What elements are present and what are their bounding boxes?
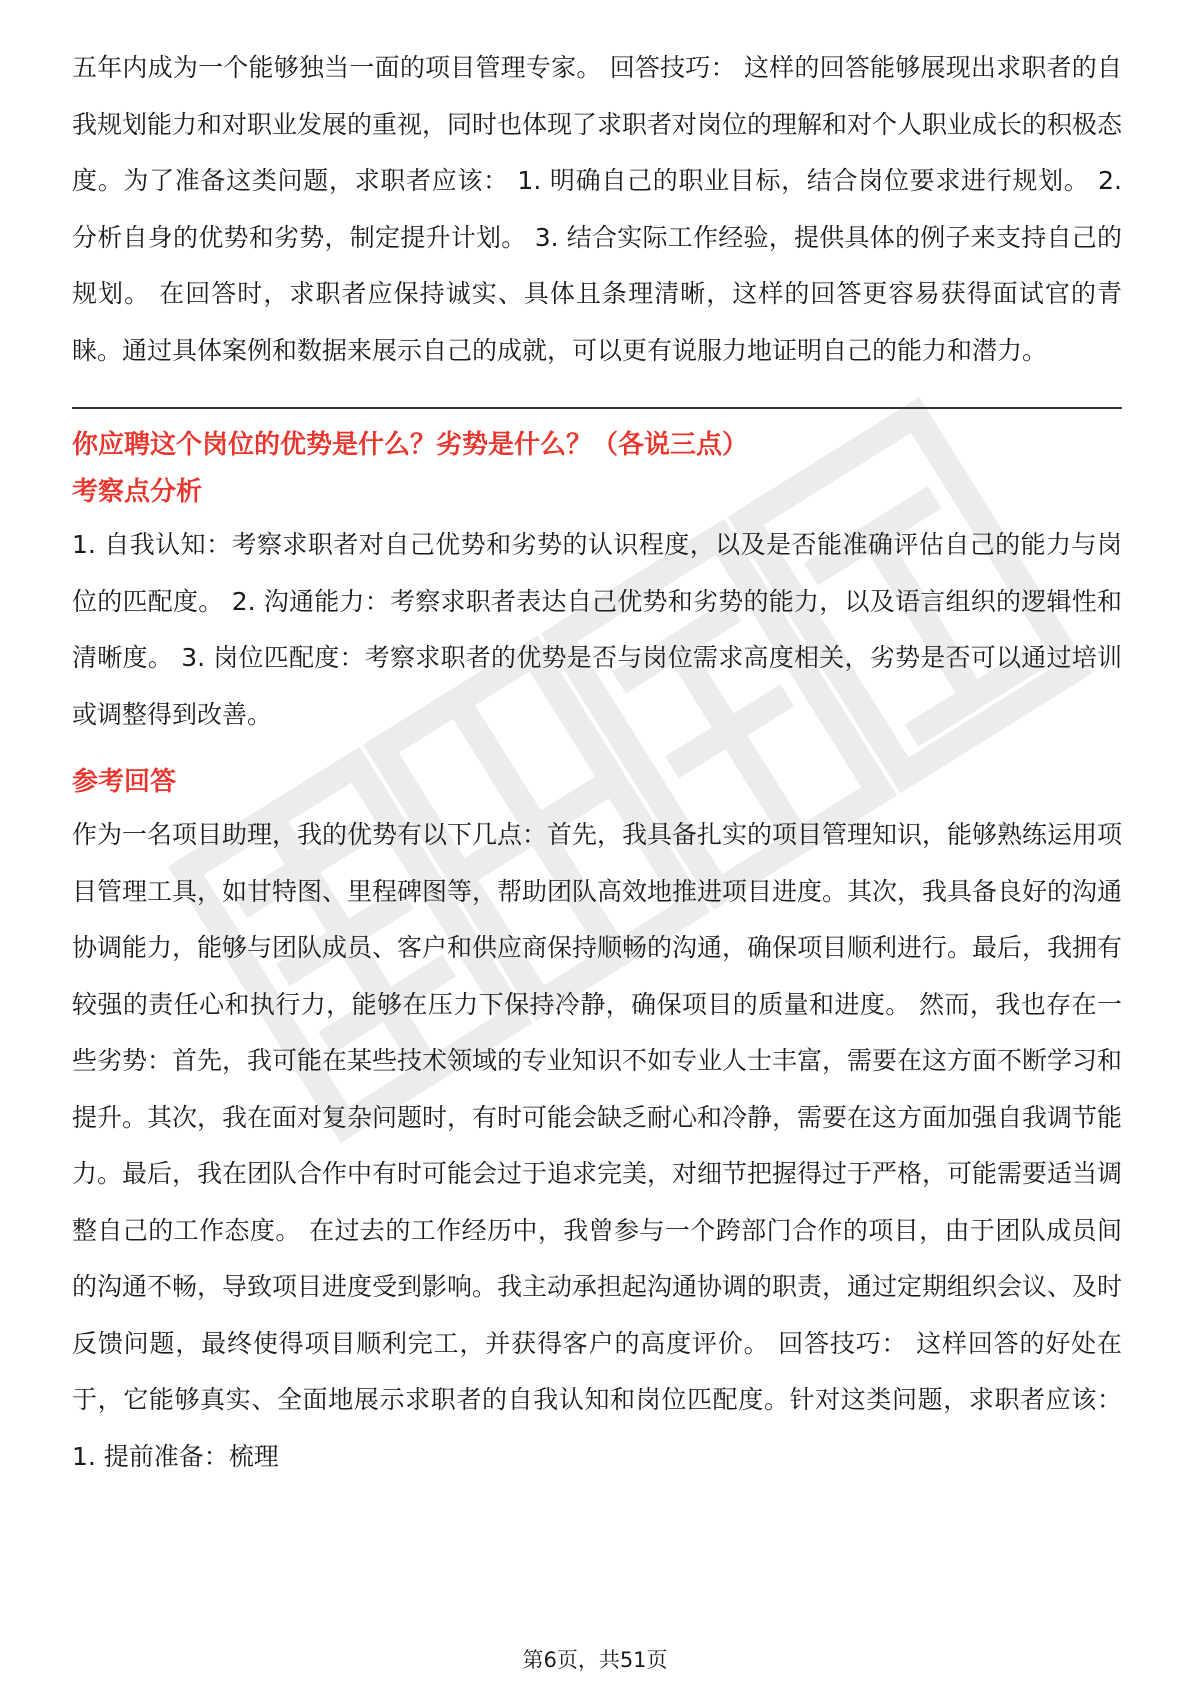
analysis-title: 考察点分析 [72, 477, 203, 507]
page-footer: 第6页，共51页 [522, 1648, 668, 1672]
intro-paragraph: 五年内成为一个能够独当一面的项目管理专家。 回答技巧： 这样的回答能够展现出求职者的自我规划能力和对职业发展的重视，同时也体现了求职者对岗位的理解和对个人职业成长的积极态度。为了准备这类问题，求职者应该： 1. 明确自己的职业目标，结合岗位要求进行规划。 2. 分析自身的优势和劣势，制定提升计划。 3. 结合实际工作经验，提供具体的例子来支持自己的规划。 在回答时，求职者应保持诚实、具体且条理清晰，这样的回答更容易获得面试官的青睐。通过具体案例和数据来展示自己的成就，可以更有说服力地证明自己的能力和潜力。 [72, 53, 1123, 365]
page-content [72, 40, 1122, 1485]
analysis-body: 1. 自我认知：考察求职者对自己优势和劣势的认识程度，以及是否能准确评估自己的能力与岗位的匹配度。 2. 沟通能力：考察求职者表达自己优势和劣势的能力，以及语言组织的逻辑性和清晰度。 3. 岗位匹配度：考察求职者的优势是否与岗位需求高度相关，劣势是否可以通过培训或调整得到改善。 [72, 530, 1122, 729]
section-divider [72, 407, 1122, 409]
reference-body: 作为一名项目助理，我的优势有以下几点：首先，我具备扎实的项目管理知识，能够熟练运用项目管理工具，如甘特图、里程碑图等，帮助团队高效地推进项目进度。其次，我具备良好的沟通协调能力，能够与团队成员、客户和供应商保持顺畅的沟通，确保项目顺利进行。最后，我拥有较强的责任心和执行力，能够在压力下保持冷静，确保项目的质量和进度。 然而，我也存在一些劣势：首先，我可能在某些技术领域的专业知识不如专业人士丰富，需要在这方面不断学习和提升。其次，我在面对复杂问题时，有时可能会缺乏耐心和冷静，需要在这方面加强自我调节能力。最后，我在团队合作中有时可能会过于追求完美，对细节把握得过于严格，可能需要适当调整自己的工作态度。 在过去的工作经历中，我曾参与一个跨部门合作的项目，由于团队成员间的沟通不畅，导致项目进度受到影响。我主动承担起沟通协调的职责，通过定期组织会议、及时反馈问题，最终使得项目顺利完工，并获得客户的高度评价。 回答技巧： 这样回答的好处在于，它能够真实、全面地展示求职者的自我认知和岗位匹配度。针对这类问题，求职者应该： 1. 提前准备：梳理 [72, 820, 1123, 1471]
question-heading: 你应聘这个岗位的优势是什么？劣势是什么？（各说三点） [72, 430, 749, 460]
reference-title: 参考回答 [72, 767, 177, 797]
